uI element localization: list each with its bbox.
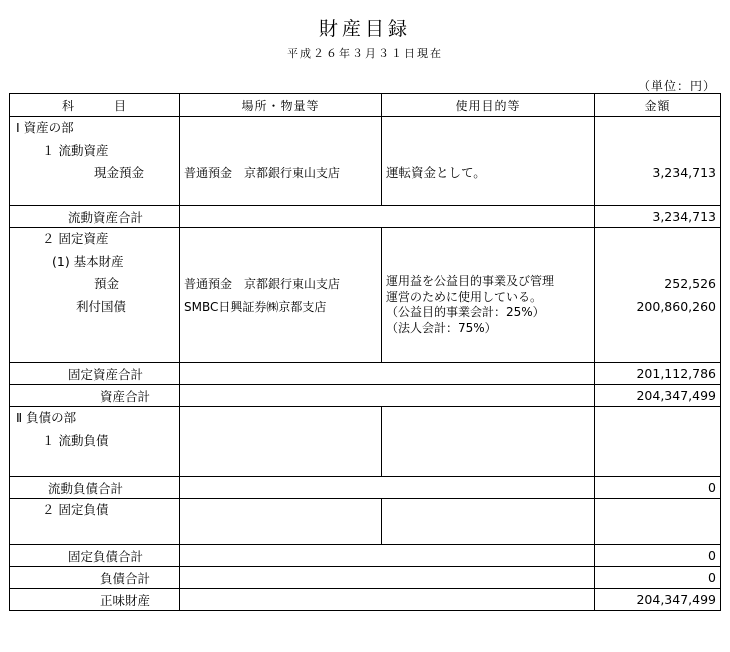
current-liabilities-place-cell [180, 407, 382, 477]
fixed-assets-label: ２ 固定資産 [42, 231, 109, 246]
inventory-table [9, 93, 721, 611]
net-assets-row [10, 589, 721, 611]
fixed-purpose-line-1: 運用益を公益目的事業及び管理 [386, 274, 555, 288]
fixed-assets-subtotal-blank [180, 363, 595, 385]
basic-property-label: (1) 基本財産 [52, 253, 124, 269]
current-liabilities-amount-cell [595, 407, 721, 477]
current-assets-subtotal-row [10, 206, 721, 228]
cash-deposit-purpose: 運転資金として。 [386, 165, 486, 181]
liabilities-total-label: 負債合計 [10, 567, 180, 589]
assets-total-label: 資産合計 [10, 385, 180, 407]
cash-deposit-label: 現金預金 [94, 165, 145, 181]
cash-deposit-place: 普通預金 京都銀行東山支店 [184, 166, 341, 181]
fixed-liabilities-purpose-cell [382, 499, 595, 545]
current-assets-subtotal-amount: 3,234,713 [595, 206, 721, 228]
as-of-date: 平成２６年３月３１日現在 [287, 47, 443, 60]
jgb-amount: 200,860,260 [636, 299, 716, 315]
assets-total-amount: 204,347,499 [595, 385, 721, 407]
current-liabilities-subtotal-label: 流動負債合計 [10, 477, 180, 499]
assets-section-label: Ⅰ 資産の部 [16, 120, 74, 135]
net-assets-label: 正味財産 [10, 589, 180, 611]
fixed-liabilities-label: ２ 固定負債 [42, 502, 109, 517]
header-account: 科 目 [10, 94, 180, 117]
fixed-liabilities-row [10, 499, 721, 545]
fixed-purpose-line-2: 運営のために使用している。 [386, 289, 543, 304]
current-assets-place-cell [180, 117, 382, 206]
current-assets-subtotal-blank [180, 206, 595, 228]
liabilities-total-blank [180, 567, 595, 589]
current-assets-account-cell [10, 117, 180, 206]
current-liabilities-subtotal-row [10, 477, 721, 499]
fixed-assets-row [10, 228, 721, 363]
liabilities-total-row [10, 567, 721, 589]
jgb-place: SMBC日興証券㈱京都支店 [184, 300, 327, 315]
page-title: 財産目録 [318, 18, 411, 40]
fixed-liabilities-account-cell [10, 499, 180, 545]
current-liabilities-row [10, 407, 721, 477]
current-liabilities-purpose-cell [382, 407, 595, 477]
net-assets-blank [180, 589, 595, 611]
assets-total-row [10, 385, 721, 407]
header-row [10, 94, 721, 117]
net-assets-amount: 204,347,499 [595, 589, 721, 611]
deposit-label: 預金 [94, 276, 120, 292]
fixed-purpose-line-4: （法人会計：75%） [386, 320, 497, 335]
deposit-place: 普通預金 京都銀行東山支店 [184, 277, 341, 292]
fixed-liabilities-subtotal-amount: 0 [595, 545, 721, 567]
fixed-assets-subtotal-label: 固定資産合計 [10, 363, 180, 385]
fixed-assets-subtotal-amount: 201,112,786 [595, 363, 721, 385]
fixed-purpose-line-3: （公益目的事業会計：25%） [386, 305, 545, 319]
fixed-assets-amount-cell [595, 228, 721, 363]
current-assets-amount-cell [595, 117, 721, 206]
current-liabilities-subtotal-amount: 0 [595, 477, 721, 499]
header-purpose: 使用目的等 [382, 94, 595, 117]
fixed-liabilities-subtotal-label: 固定負債合計 [10, 545, 180, 567]
liabilities-total-amount: 0 [595, 567, 721, 589]
fixed-assets-account-cell [10, 228, 180, 363]
unit-label: （単位：円） [637, 79, 716, 93]
fixed-liabilities-subtotal-row [10, 545, 721, 567]
header-place: 場所・物量等 [180, 94, 382, 117]
current-assets-purpose-cell [382, 117, 595, 206]
fixed-assets-place-cell [180, 228, 382, 363]
jgb-label: 利付国債 [76, 299, 127, 315]
current-liabilities-account-cell [10, 407, 180, 477]
current-assets-row [10, 117, 721, 206]
current-liabilities-subtotal-blank [180, 477, 595, 499]
fixed-liabilities-place-cell [180, 499, 382, 545]
fixed-liabilities-amount-cell [595, 499, 721, 545]
liabilities-section-label: Ⅱ 負債の部 [16, 410, 77, 425]
assets-total-blank [180, 385, 595, 407]
current-assets-subtotal-label: 流動資産合計 [10, 206, 180, 228]
fixed-assets-purpose-cell [382, 228, 595, 363]
current-assets-label: １ 流動資産 [42, 142, 109, 158]
fixed-liabilities-subtotal-blank [180, 545, 595, 567]
current-liabilities-label: １ 流動負債 [42, 432, 109, 448]
header-amount: 金額 [595, 94, 721, 117]
cash-deposit-amount: 3,234,713 [652, 165, 716, 181]
fixed-assets-subtotal-row [10, 363, 721, 385]
deposit-amount: 252,526 [664, 276, 716, 292]
